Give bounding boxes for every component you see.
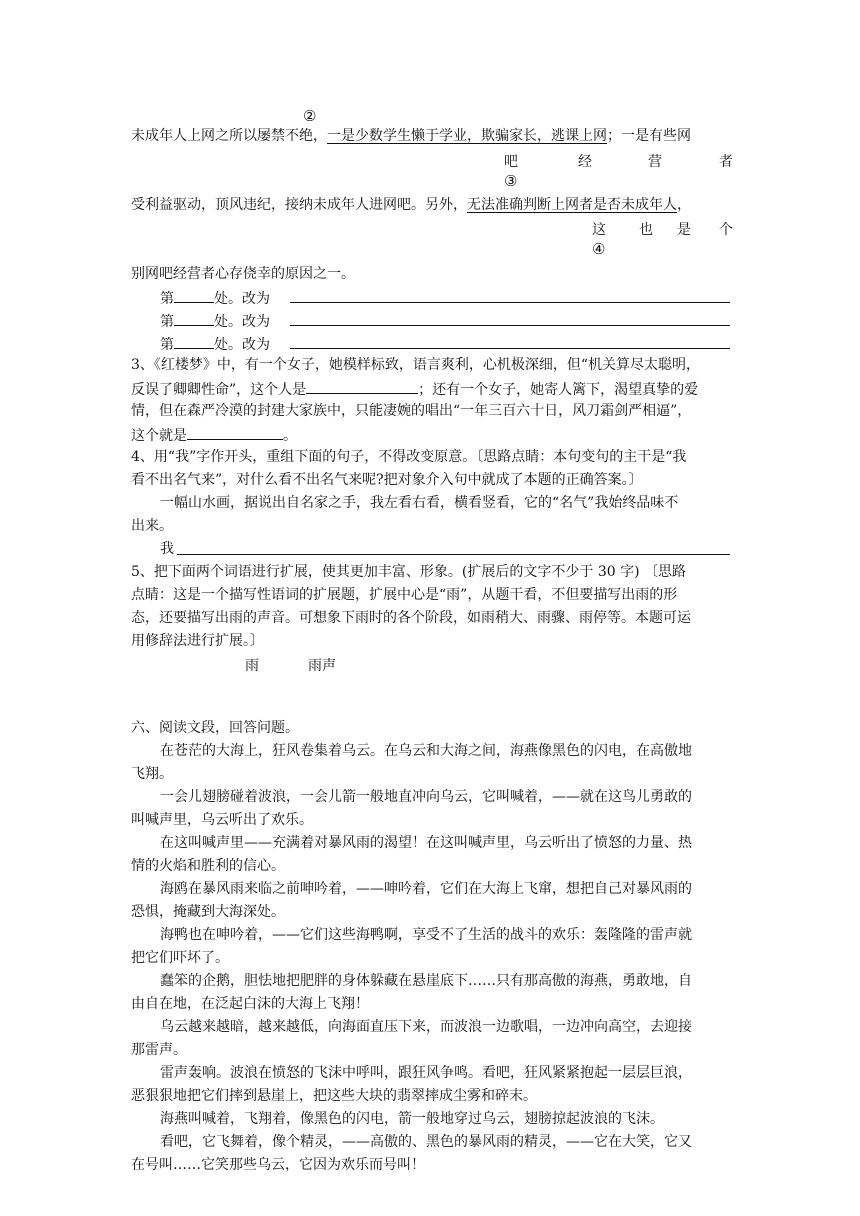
answer-line[interactable]	[290, 302, 730, 303]
spread-char: 营	[648, 154, 662, 170]
q5-line: 态，还要描写出雨的声音。可想象下雨时的各个阶段，如雨稍大、雨骤、雨停等。本题可运	[131, 610, 691, 626]
passage-line: 雷声轰响。波浪在愤怒的飞沫中呼叫，跟狂风争鸣。看吧，狂风紧紧抱起一层层巨浪，	[160, 1065, 692, 1081]
text-segment: ；还有一个女子，她寄人篱下，渴望真挚的爱	[418, 382, 699, 398]
q3-line	[131, 379, 698, 399]
text-line	[131, 196, 691, 214]
passage-line: 在苍茫的大海上，狂风卷集着乌云。在乌云和大海之间，海燕像黑色的闪电，在高傲地	[160, 743, 692, 759]
mark-2: ②	[303, 107, 317, 125]
blank-field[interactable]	[174, 288, 214, 303]
q3-line	[131, 425, 297, 445]
passage-line: 海鸭也在呻吟着，——它们这些海鸭啊，享受不了生活的战斗的欢乐：轰隆隆的雷声就	[160, 927, 692, 943]
q4-line: 出来。	[131, 518, 173, 534]
text-segment: 未成年人上网之所以屡禁不绝，	[131, 128, 327, 144]
passage-line: 叫喊声里，乌云听出了欢乐。	[131, 812, 313, 828]
text-segment: ；一是有些网	[607, 128, 691, 144]
passage-line: 情的火焰和胜利的信心。	[131, 858, 285, 874]
text-segment: 处。改为	[214, 337, 270, 353]
text-line: 别网吧经营者心存侥幸的原因之一。	[131, 266, 355, 282]
correction-line-2	[160, 311, 270, 331]
word-rain: 雨	[245, 658, 259, 674]
passage-line: 看吧，它飞舞着，像个精灵，——高傲的、黑色的暴风雨的精灵，——它在大笑，它又	[160, 1134, 692, 1150]
text-segment: ，	[677, 197, 691, 213]
spread-char: 这	[592, 222, 606, 238]
q4-line: 一幅山水画，据说出自名家之手，我左看右看，横看竖看，它的“名气”我始终品味不	[160, 495, 679, 511]
word-rain-sound: 雨声	[308, 658, 336, 674]
passage-line: 海燕叫喊着，飞翔着，像黑色的闪电，箭一般地穿过乌云，翅膀掠起波浪的飞沫。	[160, 1111, 664, 1127]
text-segment: 。	[283, 428, 297, 444]
underlined-sentence-2: 无法准确判断上网者是否未成年人	[467, 197, 677, 213]
passage-line: 一会儿翅膀碰着波浪，一会儿箭一般地直冲向乌云，它叫喊着，——就在这鸟儿勇敢的	[160, 789, 692, 805]
q4-line: 4、用“我”字作开头，重组下面的句子，不得改变原意。〔思路点睛：本句变句的主干是“我	[131, 449, 687, 465]
text-segment: 受利益驱动，顶风违纪，接纳未成年人进网吧。另外，	[131, 197, 467, 213]
correction-line-1	[160, 288, 270, 308]
blank-field[interactable]	[174, 311, 214, 326]
q3-line: 3、《红楼梦》中，有一个女子，她模样标致，语言爽利，心机极深细，但“机关算尽太聪明，	[131, 357, 701, 373]
spread-char: 经	[578, 154, 592, 170]
q4-line: 看不出名气来”，对什么看不出名气来呢?把对象介入句中就成了本题的正确答案。〕	[131, 472, 643, 488]
passage-line: 乌云越来越暗，越来越低，向海面直压下来，而波浪一边歌唱，一边冲向高空，去迎接	[160, 1019, 692, 1035]
blank-field[interactable]	[187, 425, 283, 440]
mark-3: ③	[504, 172, 518, 190]
q3-line: 情，但在森严冷漠的封建大家族中，只能凄婉的唱出“一年三百六十日，风刀霜剑严相逼”，	[131, 403, 692, 419]
passage-line: 在号叫……它笑那些乌云，它因为欢乐而号叫！	[131, 1157, 425, 1173]
text-segment: 反误了卿卿性命”，这个人是	[131, 382, 307, 398]
spread-char: 是	[677, 222, 691, 238]
passage-line: 在这叫喊声里——充满着对暴风雨的渴望！在这叫喊声里，乌云听出了愤怒的力量、热	[160, 835, 692, 851]
text-segment: 这个就是	[131, 428, 187, 444]
spread-char: 吧	[504, 154, 518, 170]
spread-char: 者	[719, 154, 733, 170]
answer-line[interactable]	[177, 554, 730, 555]
passage-line: 海鸥在暴风雨来临之前呻吟着，——呻吟着，它们在大海上飞窜，想把自己对暴风雨的	[160, 881, 692, 897]
blank-field[interactable]	[174, 334, 214, 349]
text-segment: 处。改为	[214, 291, 270, 307]
text-segment: 第	[160, 314, 174, 330]
answer-line[interactable]	[290, 348, 730, 349]
q4-answer-prefix: 我	[160, 541, 174, 557]
spread-char: 个	[719, 222, 733, 238]
passage-line: 由自在地，在泛起白沫的大海上飞翔！	[131, 996, 369, 1012]
passage-line: 飞翔。	[131, 766, 173, 782]
q5-line: 用修辞法进行扩展。〕	[131, 633, 264, 649]
passage-line: 把它们吓坏了。	[131, 950, 229, 966]
passage-line: 恶狠狠地把它们摔到悬崖上，把这些大块的翡翠摔成尘雾和碎末。	[131, 1088, 537, 1104]
mark-4: ④	[592, 240, 606, 258]
passage-line: 蠢笨的企鹅，胆怯地把肥胖的身体躲藏在悬崖底下……只有那高傲的海燕，勇敢地，自	[160, 973, 692, 989]
text-segment: 处。改为	[214, 314, 270, 330]
q5-line: 点睛：这是一个描写性语词的扩展题，扩展中心是“雨”，从题干看，不但要描写出雨的形	[131, 587, 678, 603]
text-segment: 第	[160, 291, 174, 307]
passage-line: 那雷声。	[131, 1042, 187, 1058]
underlined-sentence-1: 一是少数学生懒于学业，欺骗家长，逃课上网	[327, 128, 607, 144]
passage-line: 恐惧，掩藏到大海深处。	[131, 904, 285, 920]
correction-line-3	[160, 334, 270, 354]
answer-line[interactable]	[290, 325, 730, 326]
text-line	[131, 127, 691, 145]
spread-char: 也	[639, 222, 653, 238]
text-segment: 第	[160, 337, 174, 353]
q5-line: 5、把下面两个词语进行扩展，使其更加丰富、形象。(扩展后的文字不少于 30 字) 〔思路	[131, 564, 686, 580]
section-heading: 六、阅读文段，回答问题。	[131, 720, 299, 736]
blank-field[interactable]	[306, 379, 418, 394]
